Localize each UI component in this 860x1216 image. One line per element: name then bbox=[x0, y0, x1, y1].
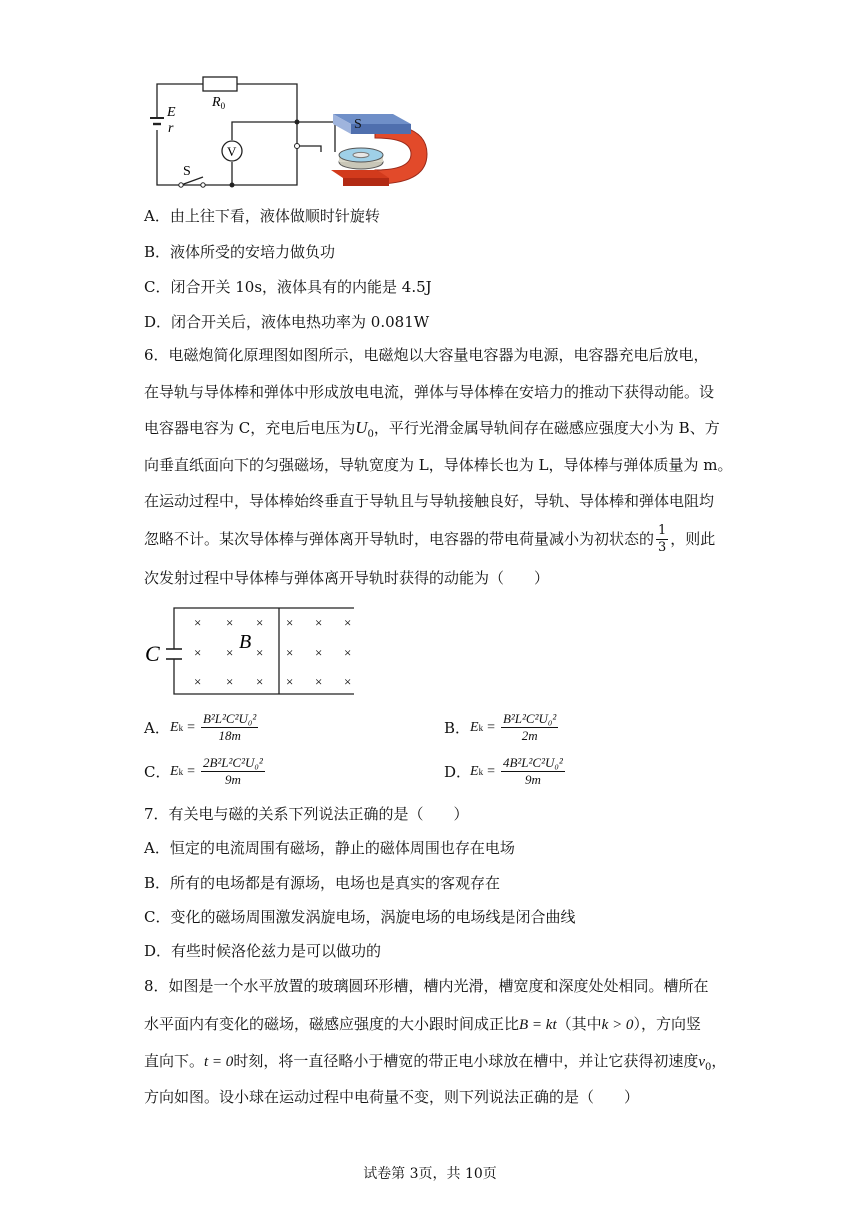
q6-line-5: 在运动过程中，导体棒始终垂直于导轨且与导轨接触良好，导轨、导体棒和弹体电阻均 bbox=[144, 492, 715, 510]
field-label: B bbox=[239, 631, 252, 653]
svg-text:×: × bbox=[194, 615, 202, 630]
q8-line-4: 方向如图。设小球在运动过程中电荷量不变，则下列说法正确的是（ ） bbox=[144, 1088, 640, 1106]
svg-text:×: × bbox=[256, 645, 264, 660]
q7-stem: 7．有关电与磁的关系下列说法正确的是（ ） bbox=[144, 805, 469, 823]
svg-text:×: × bbox=[194, 674, 202, 689]
q6-line-6: 忽略不计。某次导体棒与弹体离开导轨时，电容器的带电荷量减小为初状态的 $\frac{1}{3}$ ，则此 bbox=[144, 522, 716, 555]
svg-text:×: × bbox=[315, 615, 323, 630]
q6-option-d: D． E k = $\frac{\text{4B²L²C²U₀²}}{9m}$ bbox=[444, 755, 563, 787]
fraction-one-third: $\frac{1}{3}$ bbox=[658, 522, 667, 555]
q8-line-1: 8．如图是一个水平放置的玻璃圆环形槽，槽内光滑，槽宽度和深度处处相同。槽所在 bbox=[144, 977, 709, 995]
switch-label: S bbox=[183, 164, 191, 179]
q6-option-a: A． E k = $\frac{\text{B²L²C²U₀²}}{18m}$ bbox=[144, 711, 257, 743]
svg-text:×: × bbox=[256, 615, 264, 630]
q5-option-a: A．由上往下看，液体做顺时针旋转 bbox=[144, 207, 380, 225]
horseshoe-magnet-icon bbox=[331, 114, 427, 186]
internal-resistance-label: r bbox=[168, 121, 174, 136]
svg-text:×: × bbox=[286, 645, 294, 660]
q7-option-b: B．所有的电场都是有源场，电场也是真实的客观存在 bbox=[144, 874, 501, 892]
magnetic-field-crosses bbox=[194, 615, 351, 689]
svg-text:×: × bbox=[286, 674, 294, 689]
q7-option-a: A．恒定的电流周围有磁场，静止的磁体周围也存在电场 bbox=[144, 839, 515, 857]
svg-text:×: × bbox=[194, 645, 202, 660]
capacitor-label: C bbox=[145, 641, 160, 666]
q5-option-b: B．液体所受的安培力做负功 bbox=[144, 243, 336, 261]
q7-option-c: C．变化的磁场周围激发涡旋电场，涡旋电场的电场线是闭合曲线 bbox=[144, 908, 576, 926]
q8-line-3: 直向下。t = 0时刻，将一直径略小于槽宽的带正电小球放在槽中，并让它获得初速度$v_0$， bbox=[144, 1052, 727, 1073]
magnet-s-label: S bbox=[354, 117, 362, 132]
q6-line-2: 在导轨与导体棒和弹体中形成放电电流，弹体与导体棒在安培力的推动下获得动能。设 bbox=[144, 383, 715, 401]
q7-option-d: D．有些时候洛伦兹力是可以做功的 bbox=[144, 942, 382, 960]
svg-text:×: × bbox=[344, 674, 352, 689]
q6-option-c: C． E k = $\frac{\text{2B²L²C²U₀²}}{9m}$ bbox=[144, 755, 263, 787]
q8-line-2: 水平面内有变化的磁场，磁感应强度的大小跟时间成正比B = kt（其中k > 0），方向竖 bbox=[144, 1015, 701, 1033]
svg-text:×: × bbox=[226, 645, 234, 660]
circuit-diagram bbox=[145, 66, 435, 192]
q6-option-b: B． E k = $\frac{\text{B²L²C²U₀²}}{2m}$ bbox=[444, 711, 557, 743]
svg-text:×: × bbox=[315, 645, 323, 660]
q6-line-3: 电容器电容为 C，充电后电压为$U_0$，平行光滑金属导轨间存在磁感应强度大小为 B、方 bbox=[144, 418, 720, 440]
voltmeter-label: V bbox=[227, 144, 237, 159]
resistor-label: $R_0$ bbox=[212, 95, 226, 111]
emf-label: E bbox=[167, 105, 176, 120]
q6-line-1: 6．电磁炮简化原理图如图所示，电磁炮以大容量电容器为电源，电容器充电后放电， bbox=[144, 346, 709, 364]
svg-text:×: × bbox=[315, 674, 323, 689]
svg-text:×: × bbox=[226, 615, 234, 630]
svg-text:×: × bbox=[286, 615, 294, 630]
q5-option-c: C．闭合开关 10s，液体具有的内能是 4.5J bbox=[144, 278, 432, 296]
q5-option-d: D．闭合开关后，液体电热功率为 0.081W bbox=[144, 313, 430, 331]
svg-text:×: × bbox=[226, 674, 234, 689]
q6-line-4: 向垂直纸面向下的匀强磁场，导轨宽度为 L，导体棒长也为 L，导体棒与弹体质量为 m。 bbox=[144, 456, 733, 474]
rail-diagram bbox=[144, 604, 364, 698]
page-footer: 试卷第 3页，共 10页 bbox=[363, 1166, 497, 1182]
svg-text:×: × bbox=[344, 645, 352, 660]
q6-line-7: 次发射过程中导体棒与弹体离开导轨时获得的动能为（ ） bbox=[144, 569, 550, 587]
svg-text:×: × bbox=[256, 674, 264, 689]
svg-text:×: × bbox=[344, 615, 352, 630]
